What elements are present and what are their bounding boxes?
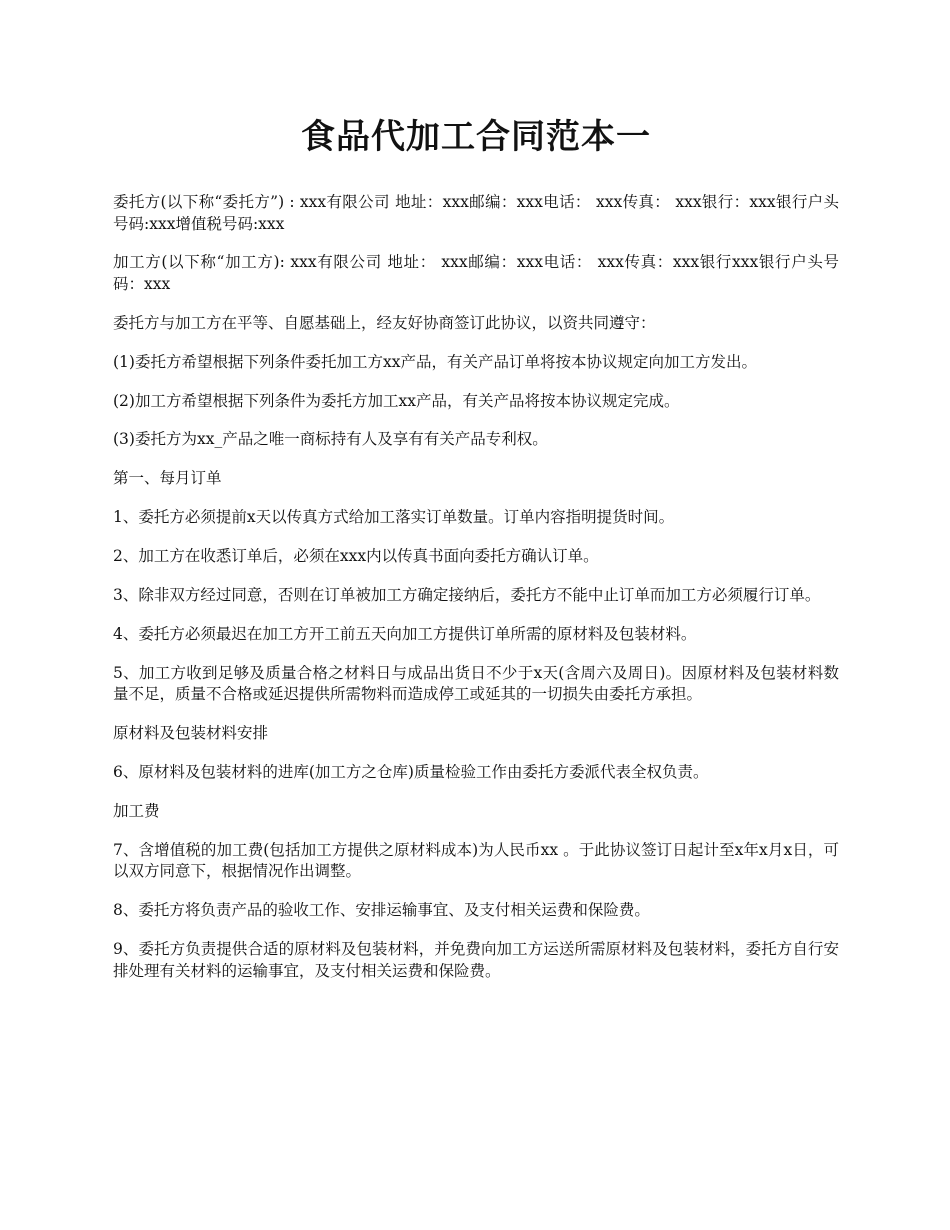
clause-9: 9、委托方负责提供合适的原材料及包装材料，并免费向加工方运送所需原材料及包装材料，委托方自行安排处理有关材料的运输事宜，及支付相关运费和保险费。: [113, 940, 839, 980]
paragraph-recital-3: (3)委托方为xx_产品之唯一商标持有人及享有有关产品专利权。: [113, 430, 548, 449]
section-heading-materials: 原材料及包装材料安排: [113, 724, 269, 743]
clause-6: 6、原材料及包装材料的进库(加工方之仓库)质量检验工作由委托方委派代表全权负责。: [113, 763, 709, 782]
clause-1: 1、委托方必须提前x天以传真方式给加工落实订单数量。订单内容指明提货时间。: [113, 508, 675, 527]
section-heading-processing-fee: 加工费: [113, 801, 160, 820]
paragraph-recital-2: (2)加工方希望根据下列条件为委托方加工xx产品，有关产品将按本协议规定完成。: [113, 391, 680, 410]
clause-3: 3、除非双方经过同意，否则在订单被加工方确定接纳后，委托方不能中止订单而加工方必须履行订单。: [113, 586, 821, 605]
paragraph-preamble: 委托方与加工方在平等、自愿基础上，经友好协商签订此协议，以资共同遵守：: [113, 313, 656, 332]
clause-4: 4、委托方必须最迟在加工方开工前五天向加工方提供订单所需的原材料及包装材料。: [113, 624, 697, 643]
paragraph-recital-1: (1)委托方希望根据下列条件委托加工方xx产品，有关产品订单将按本协议规定向加工方发出。: [113, 352, 757, 371]
document-page: [113, 112, 839, 1000]
clause-8: 8、委托方将负责产品的验收工作、安排运输事宜、及支付相关运费和保险费。: [113, 901, 650, 920]
paragraph-client-info: 委托方(以下称“委托方”) : xxx有限公司 地址：xxx邮编：xxx电话： xxx传真： xxx银行：xxx银行户头号码:xxx增值税号码:xxx: [113, 193, 839, 233]
section-heading-monthly-orders: 第一、每月订单: [113, 469, 222, 488]
clause-2: 2、加工方在收悉订单后，必须在xxx内以传真书面向委托方确认订单。: [113, 547, 599, 566]
paragraph-processor-info: 加工方(以下称“加工方): xxx有限公司 地址： xxx邮编：xxx电话： xxx传真：xxx银行xxx银行户头号码：xxx: [113, 253, 839, 293]
clause-7: 7、含增值税的加工费(包括加工方提供之原材料成本)为人民币xx 。于此协议签订日起计至x年x月x日，可以双方同意下，根据情况作出调整。: [113, 840, 839, 881]
clause-5: 5、加工方收到足够及质量合格之材料日与成品出货日不少于x天(含周六及周日)。因原材料及包装材料数量不足，质量不合格或延迟提供所需物料而造成停工或延其的一切损失由委托方承担。: [113, 663, 839, 704]
document-title: 食品代加工合同范本一: [301, 117, 651, 157]
